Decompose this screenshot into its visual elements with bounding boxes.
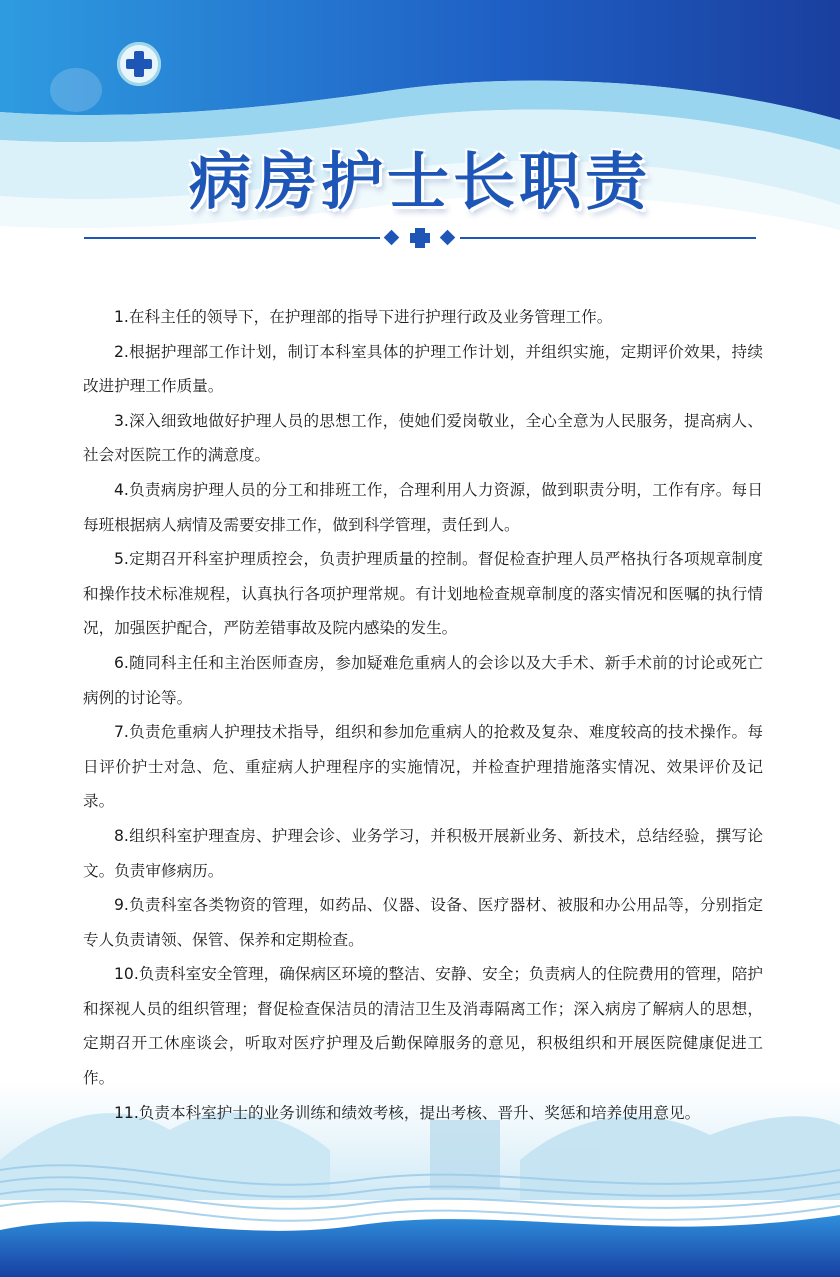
duty-item: 7.负责危重病人护理技术指导，组织和参加危重病人的抢救及复杂、难度较高的技术操作。每日评价护士对急、危、重症病人护理程序的实施情况，并检查护理措施落实情况、效果评价及记录。	[83, 723, 763, 811]
duty-item: 10.负责科室安全管理，确保病区环境的整洁、安静、安全；负责病人的住院费用的管理，陪护和探视人员的组织管理；督促检查保洁员的清洁卫生及消毒隔离工作；深入病房了解病人的思想，定期召开工休座谈会，听取对医疗护理及后勤保障服务的意见，积极组织和开展医院健康促进工作。	[83, 965, 763, 1088]
duty-item: 2.根据护理部工作计划，制订本科室具体的护理工作计划，并组织实施，定期评价效果，持续改进护理工作质量。	[83, 342, 763, 396]
medical-cross-icon	[117, 42, 161, 86]
diamond-cross-divider-icon	[0, 226, 840, 250]
duties-list	[83, 300, 763, 1130]
duty-item: 3.深入细致地做好护理人员的思想工作，使她们爱岗敬业，全心全意为人民服务，提高病人、社会对医院工作的满意度。	[83, 411, 763, 465]
duty-item: 9.负责科室各类物资的管理，如药品、仪器、设备、医疗器材、被服和办公用品等，分别指定专人负责请领、保管、保养和定期检查。	[83, 896, 763, 949]
duty-item: 5.定期召开科室护理质控会，负责护理质量的控制。督促检查护理人员严格执行各项规章制度和操作技术标准规程，认真执行各项护理常规。有计划地检查规章制度的落实情况和医嘱的执行情况，加强医护配合，严防差错事故及院内感染的发生。	[83, 550, 763, 638]
duty-item: 11.负责本科室护士的业务训练和绩效考核，提出考核、晋升、奖惩和培养使用意见。	[114, 1103, 701, 1122]
duty-item: 6.随同科主任和主治医师查房，参加疑难危重病人的会诊以及大手术、新手术前的讨论或死亡病例的讨论等。	[83, 653, 763, 707]
duty-item: 1.在科主任的领导下，在护理部的指导下进行护理行政及业务管理工作。	[114, 308, 613, 326]
duty-item: 8.组织科室护理查房、护理会诊、业务学习，并积极开展新业务、新技术，总结经验，撰写论文。负责审修病历。	[83, 826, 763, 880]
page-title: 病房护士长职责	[188, 145, 651, 218]
duty-item: 4.负责病房护理人员的分工和排班工作，合理利用人力资源，做到职责分明，工作有序。每日每班根据病人病情及需要安排工作，做到科学管理，责任到人。	[83, 480, 763, 534]
